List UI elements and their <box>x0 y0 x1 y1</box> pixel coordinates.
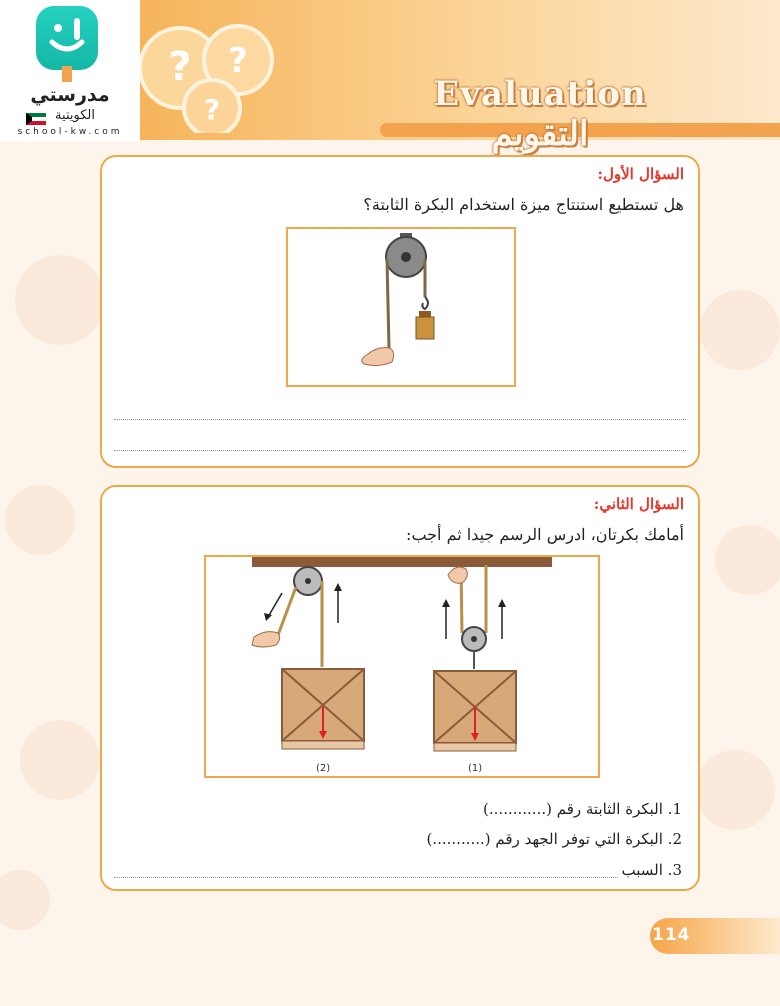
svg-text:?: ? <box>168 44 192 90</box>
hand-icon <box>448 567 467 583</box>
question-1-card <box>100 155 700 468</box>
question-1-heading: السؤال الأول: <box>597 165 684 183</box>
question-2-text: أمامك بكرتان، ادرس الرسم جيدا ثم أجب: <box>406 525 684 544</box>
svg-text:?: ? <box>203 93 221 126</box>
two-pulleys-figure <box>204 555 600 778</box>
logo-site: school-kw.com <box>17 127 123 137</box>
logo-brand: مدرستي <box>30 84 110 106</box>
logo <box>0 0 140 142</box>
page-title: Evaluation التقويم <box>433 74 647 154</box>
figure-label-2: (2) <box>316 763 331 774</box>
page-number-badge <box>650 918 780 954</box>
fixed-pulley-figure <box>286 227 516 387</box>
answer-item-1: 1. البكرة الثابتة رقم (............) <box>483 800 682 818</box>
hand-icon <box>252 632 280 647</box>
kuwait-flag-icon <box>26 113 46 125</box>
pulley-icon <box>294 567 322 595</box>
question-2-heading: السؤال الثاني: <box>593 495 684 513</box>
answer-line <box>114 877 618 878</box>
question-bubble-icon <box>120 8 290 133</box>
hand-icon <box>362 348 394 366</box>
answer-line <box>114 419 686 420</box>
weight-icon <box>416 311 434 339</box>
answer-line <box>114 450 686 451</box>
logo-country: الكويتية <box>55 108 95 123</box>
pulley-icon <box>386 233 426 277</box>
logo-mark-icon <box>36 6 98 70</box>
pulley-icon <box>462 627 486 651</box>
svg-text:?: ? <box>228 41 248 81</box>
figure-label-1: (1) <box>468 763 483 774</box>
answer-item-3: 3. السبب <box>621 861 682 879</box>
page-number: 114 <box>652 925 691 945</box>
question-1-text: هل تستطيع استنتاج ميزة استخدام البكرة الثابتة؟ <box>363 195 684 214</box>
question-2-card <box>100 485 700 891</box>
answer-item-2: 2. البكرة التي توفر الجهد رقم (...........) <box>426 830 682 848</box>
